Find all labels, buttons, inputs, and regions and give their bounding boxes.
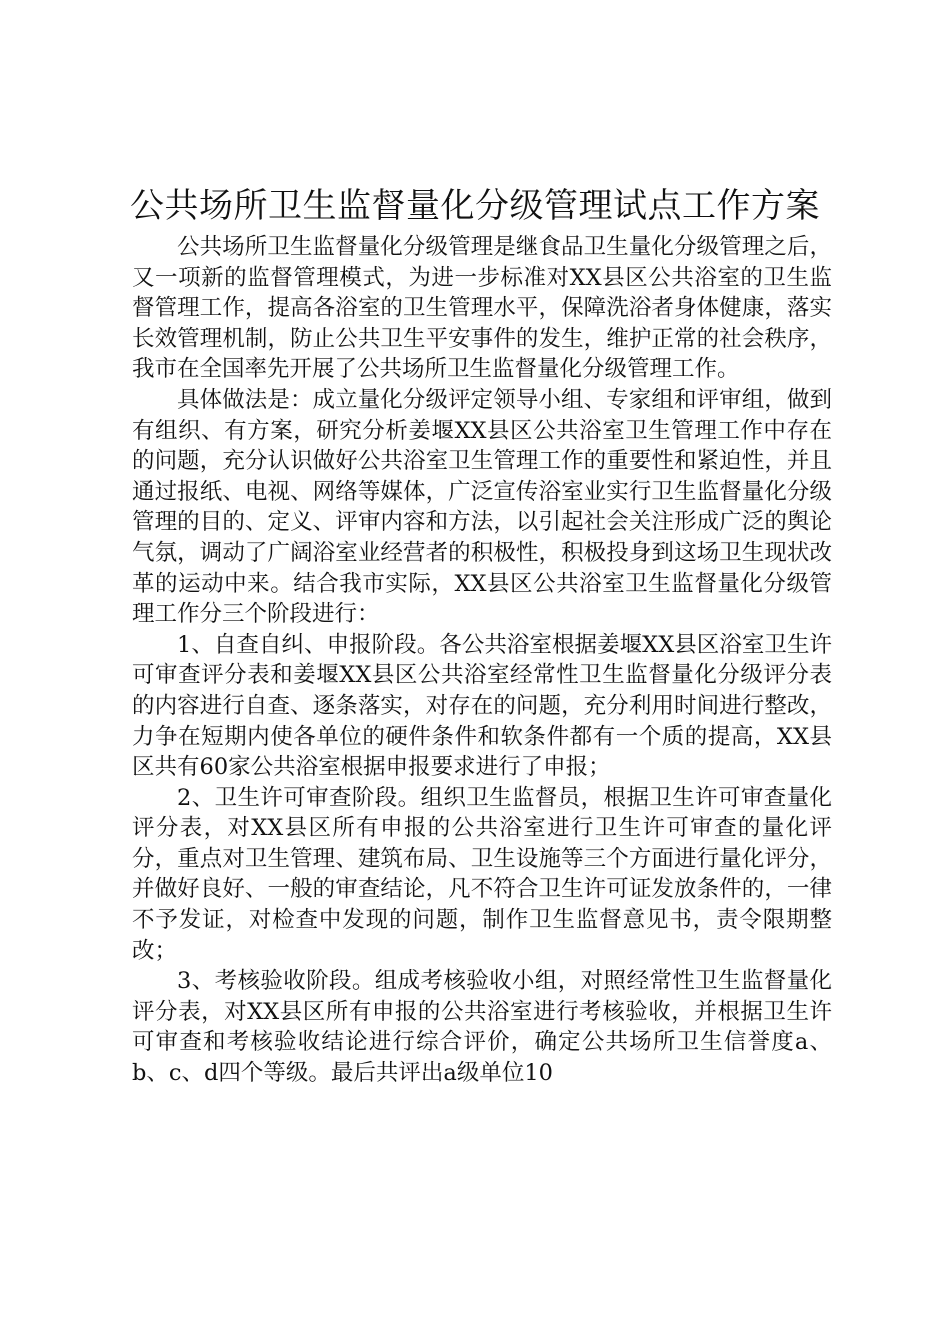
paragraph-intro: 公共场所卫生监督量化分级管理是继食品卫生量化分级管理之后，又一项新的监督管理模式，为进一步标准对XX县区公共浴室的卫生监督管理工作，提高各浴室的卫生管理水平，保障洗浴者身体健康，落实长效管理机制，防止公共卫生平安事件的发生，维护正常的社会秩序，我市在全国率先开展了公共场所卫生监督量化分级管理工作。 [132,234,832,383]
paragraph-method: 具体做法是：成立量化分级评定领导小组、专家组和评审组，做到有组织、有方案，研究分析姜堰XX县区公共浴室卫生管理工作中存在的问题，充分认识做好公共浴室卫生管理工作的重要性和紧迫性，并且通过报纸、电视、网络等媒体，广泛宣传浴室业实行卫生监督量化分级管理的目的、定义、评审内容和方法，以引起社会关注形成广泛的舆论气氛，调动了广阔浴室业经营者的积极性，积极投身到这场卫生现状改革的运动中来。结合我市实际，XX县区公共浴室卫生监督量化分级管理工作分三个阶段进行： [132,386,832,628]
paragraph-stage-1: 1、自查自纠、申报阶段。各公共浴室根据姜堰XX县区浴室卫生许可审查评分表和姜堰XX县区公共浴室经常性卫生监督量化分级评分表的内容进行自查、逐条落实，对存在的问题，充分利用时间进行整改，力争在短期内使各单位的硬件条件和软条件都有一个质的提高，XX县区共有60家公共浴室根据申报要求进行了申报； [132,631,832,781]
document-body [132,232,832,1089]
document-title: 公共场所卫生监督量化分级管理试点工作方案 [130,186,820,226]
paragraph-stage-2: 2、卫生许可审查阶段。组织卫生监督员，根据卫生许可审查量化评分表，对XX县区所有申报的公共浴室进行卫生许可审查的量化评分，重点对卫生管理、建筑布局、卫生设施等三个方面进行量化评分，并做好良好、一般的审查结论，凡不符合卫生许可证发放条件的，一律不予发证，对检查中发现的问题，制作卫生监督意见书，责令限期整改； [132,784,832,964]
paragraph-stage-3: 3、考核验收阶段。组成考核验收小组，对照经常性卫生监督量化评分表，对XX县区所有申报的公共浴室进行考核验收，并根据卫生许可审查和考核验收结论进行综合评价，确定公共场所卫生信誉度a、b、c、d四个等级。最后共评出a级单位10 [132,968,832,1087]
